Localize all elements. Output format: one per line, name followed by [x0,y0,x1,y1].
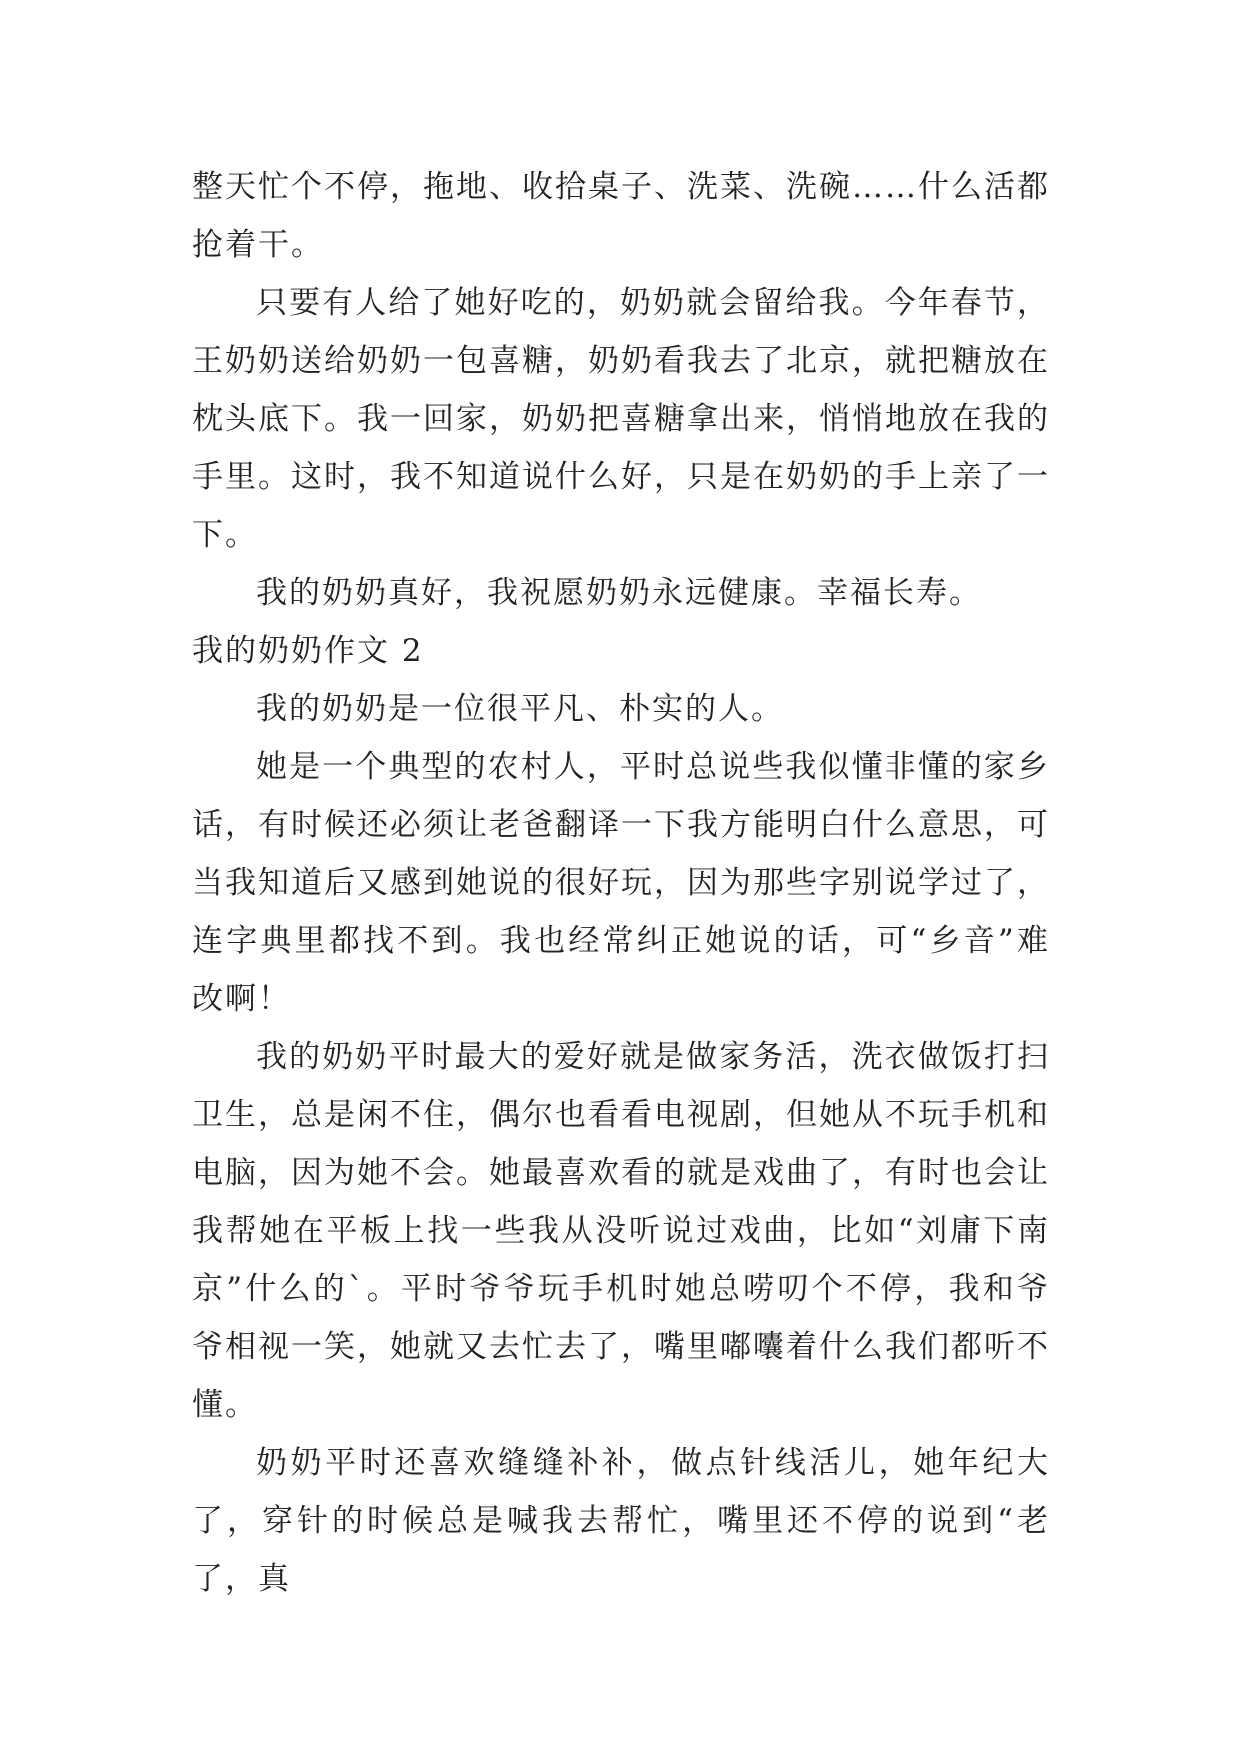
paragraph: 奶奶平时还喜欢缝缝补补，做点针线活儿，她年纪大了，穿针的时候总是喊我去帮忙，嘴里还不停的说到“老了，真 [192,1445,1050,1597]
essay-body [192,158,1050,1608]
paragraph-continuation: 整天忙个不停，拖地、收拾桌子、洗菜、洗碗……什么活都抢着干。 [192,169,1050,263]
paragraph: 只要有人给了她好吃的，奶奶就会留给我。今年春节，王奶奶送给奶奶一包喜糖，奶奶看我去了北京，就把糖放在枕头底下。我一回家，奶奶把喜糖拿出来，悄悄地放在我的手里。这时，我不知道说什么好，只是在奶奶的手上亲了一下。 [192,285,1050,553]
paragraph: 我的奶奶平时最大的爱好就是做家务活，洗衣做饭打扫卫生，总是闲不住，偶尔也看看电视剧，但她从不玩手机和电脑，因为她不会。她最喜欢看的就是戏曲了，有时也会让我帮她在平板上找一些我从没听说过戏曲，比如“刘庸下南京”什么的`。平时爷爷玩手机时她总唠叨个不停，我和爷爷相视一笑，她就又去忙去了，嘴里嘟囔着什么我们都听不懂。 [192,1039,1050,1423]
paragraph: 她是一个典型的农村人，平时总说些我似懂非懂的家乡话，有时候还必须让老爸翻译一下我方能明白什么意思，可当我知道后又感到她说的很好玩，因为那些字别说学过了，连字典里都找不到。我也经常纠正她说的话，可“乡音”难改啊！ [192,749,1050,1017]
paragraph: 我的奶奶是一位很平凡、朴实的人。 [256,691,784,727]
paragraph: 我的奶奶真好，我祝愿奶奶永远健康。幸福长寿。 [256,575,982,611]
essay-title: 我的奶奶作文 2 [192,633,424,669]
